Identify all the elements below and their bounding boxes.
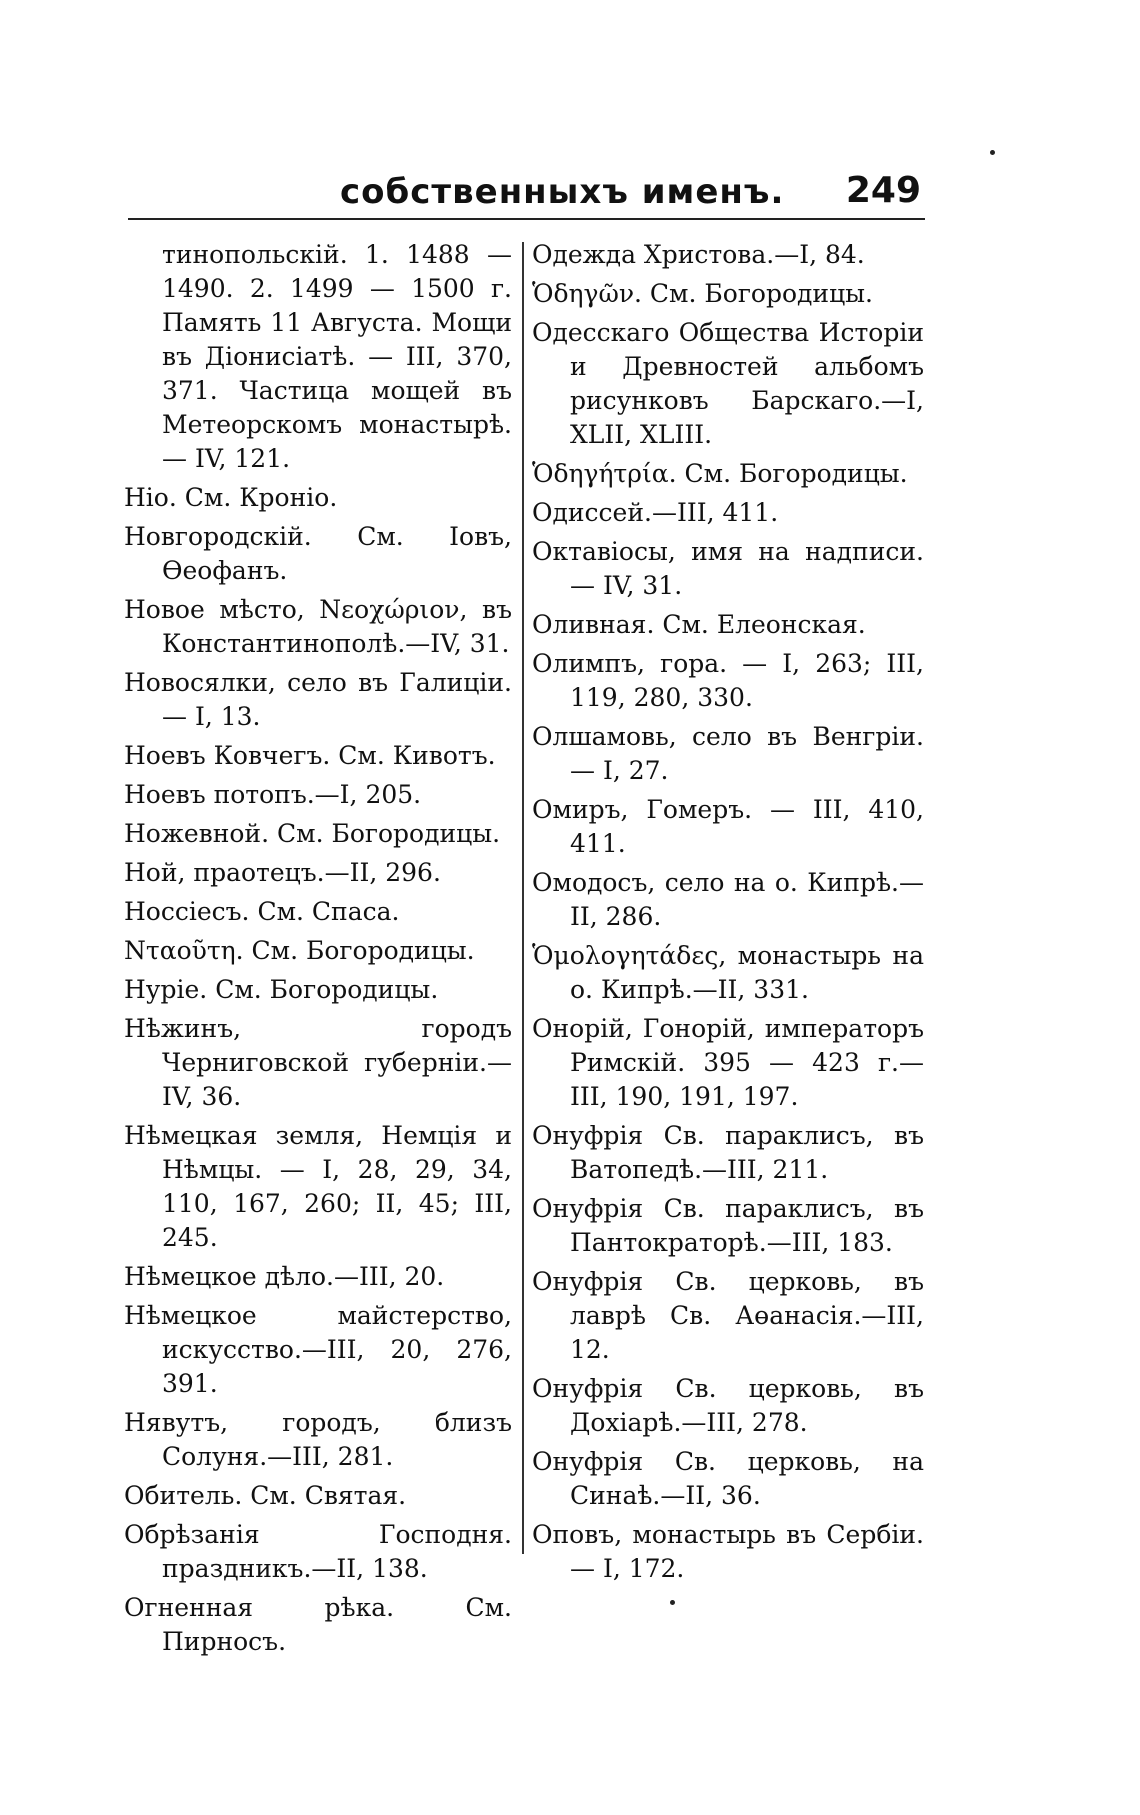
running-title: собственныхъ именъ. [340, 172, 785, 212]
index-entry: Нѣжинъ, городъ Черниговской губерніи.—IV, 36. [124, 1014, 512, 1111]
index-entry: Носсіесъ. См. Спаса. [124, 897, 400, 926]
left-column [124, 238, 512, 1664]
index-entry: Одиссей.—III, 411. [532, 498, 779, 527]
index-entry: Обитель. См. Святая. [124, 1481, 407, 1510]
index-entry: Νταοῦτη. См. Богородицы. [124, 936, 475, 965]
index-entry: Новосялки, село въ Галиціи.— I, 13. [124, 668, 512, 731]
index-entry: Ὁδηγῶν. См. Богородицы. [532, 279, 874, 308]
index-entry: Одесскаго Общества Исторіи и Древностей альбомъ рисунковъ Барскаго.—I, XLII, XLIII. [532, 318, 924, 449]
index-entry: Нѣмецкое дѣло.—III, 20. [124, 1262, 445, 1291]
index-entry: Онорій, Гонорій, императоръ Римскій. 395 — 423 г.— III, 190, 191, 197. [532, 1014, 924, 1111]
index-entry: Ὁμολογητάδες, монастырь на о. Кипрѣ.—II, 331. [532, 941, 924, 1004]
index-entry: тинопольскій. 1. 1488 — 1490. 2. 1499 — 1500 г. Память 11 Августа. Мощи въ Діонисіатѣ. — III, 370, 371. Частица мощей въ Метеорскомъ монастырѣ. — IV, 121. [162, 240, 512, 473]
index-entry: Ноевъ потопъ.—I, 205. [124, 780, 422, 809]
index-entry: Оливная. См. Елеонская. [532, 610, 866, 639]
index-entry: Ὁδηγήτρία. См. Богородицы. [532, 459, 908, 488]
index-entry: Нѣмецкое майстерство, искусство.—III, 20, 276, 391. [124, 1301, 512, 1398]
index-entry: Ножевной. См. Богородицы. [124, 819, 501, 848]
index-entry: Омиръ, Гомеръ. — III, 410, 411. [532, 795, 924, 858]
index-entry: Ніо. См. Кроніо. [124, 483, 338, 512]
column-divider [522, 242, 524, 1554]
index-entry: Онуфрія Св. церковь, въ Дохіарѣ.—III, 278. [532, 1374, 924, 1437]
index-entry: Ной, праотецъ.—II, 296. [124, 858, 441, 887]
index-entry: Новгородскій. См. Іовъ, Өеофанъ. [124, 522, 512, 585]
index-entry: Олимпъ, гора. — I, 263; III, 119, 280, 330. [532, 649, 924, 712]
index-entry: Онуфрія Св. церковь, на Синаѣ.—II, 36. [532, 1447, 924, 1510]
index-entry: Нявутъ, городъ, близъ Солуня.—III, 281. [124, 1408, 512, 1471]
index-entry: Огненная рѣка. См. Пирносъ. [124, 1593, 512, 1656]
index-entry: Нѣмецкая земля, Немція и Нѣмцы. — I, 28, 29, 34, 110, 167, 260; II, 45; III, 245. [124, 1121, 512, 1252]
index-entry: Новое мѣсто, Νεοχώριον, въ Константинополѣ.—IV, 31. [124, 595, 512, 658]
index-entry: Нуріе. См. Богородицы. [124, 975, 439, 1004]
index-entry: Омодосъ, село на о. Кипрѣ.— II, 286. [532, 868, 924, 931]
index-entry: Октавіосы, имя на надписи.— IV, 31. [532, 537, 924, 600]
index-entry: Олшамовь, село въ Венгріи.— I, 27. [532, 722, 924, 785]
running-header [128, 168, 925, 220]
ink-speck [990, 150, 995, 155]
index-entry: Обрѣзанія Господня. праздникъ.—II, 138. [124, 1520, 512, 1583]
index-entry: Оповъ, монастырь въ Сербіи.— I, 172. [532, 1520, 924, 1583]
index-entry: Онуфрія Св. параклисъ, въ Ватопедѣ.—III, 211. [532, 1121, 924, 1184]
index-entry: Одежда Христова.—I, 84. [532, 240, 865, 269]
index-entry: Онуфрія Св. параклисъ, въ Пантократорѣ.—III, 183. [532, 1194, 924, 1257]
index-entry: Онуфрія Св. церковь, въ лаврѣ Св. Аөанасія.—III, 12. [532, 1267, 924, 1364]
right-column [532, 238, 924, 1591]
ink-speck [670, 1600, 675, 1605]
index-entry: Ноевъ Ковчегъ. См. Кивотъ. [124, 741, 496, 770]
page-number: 249 [845, 170, 921, 211]
